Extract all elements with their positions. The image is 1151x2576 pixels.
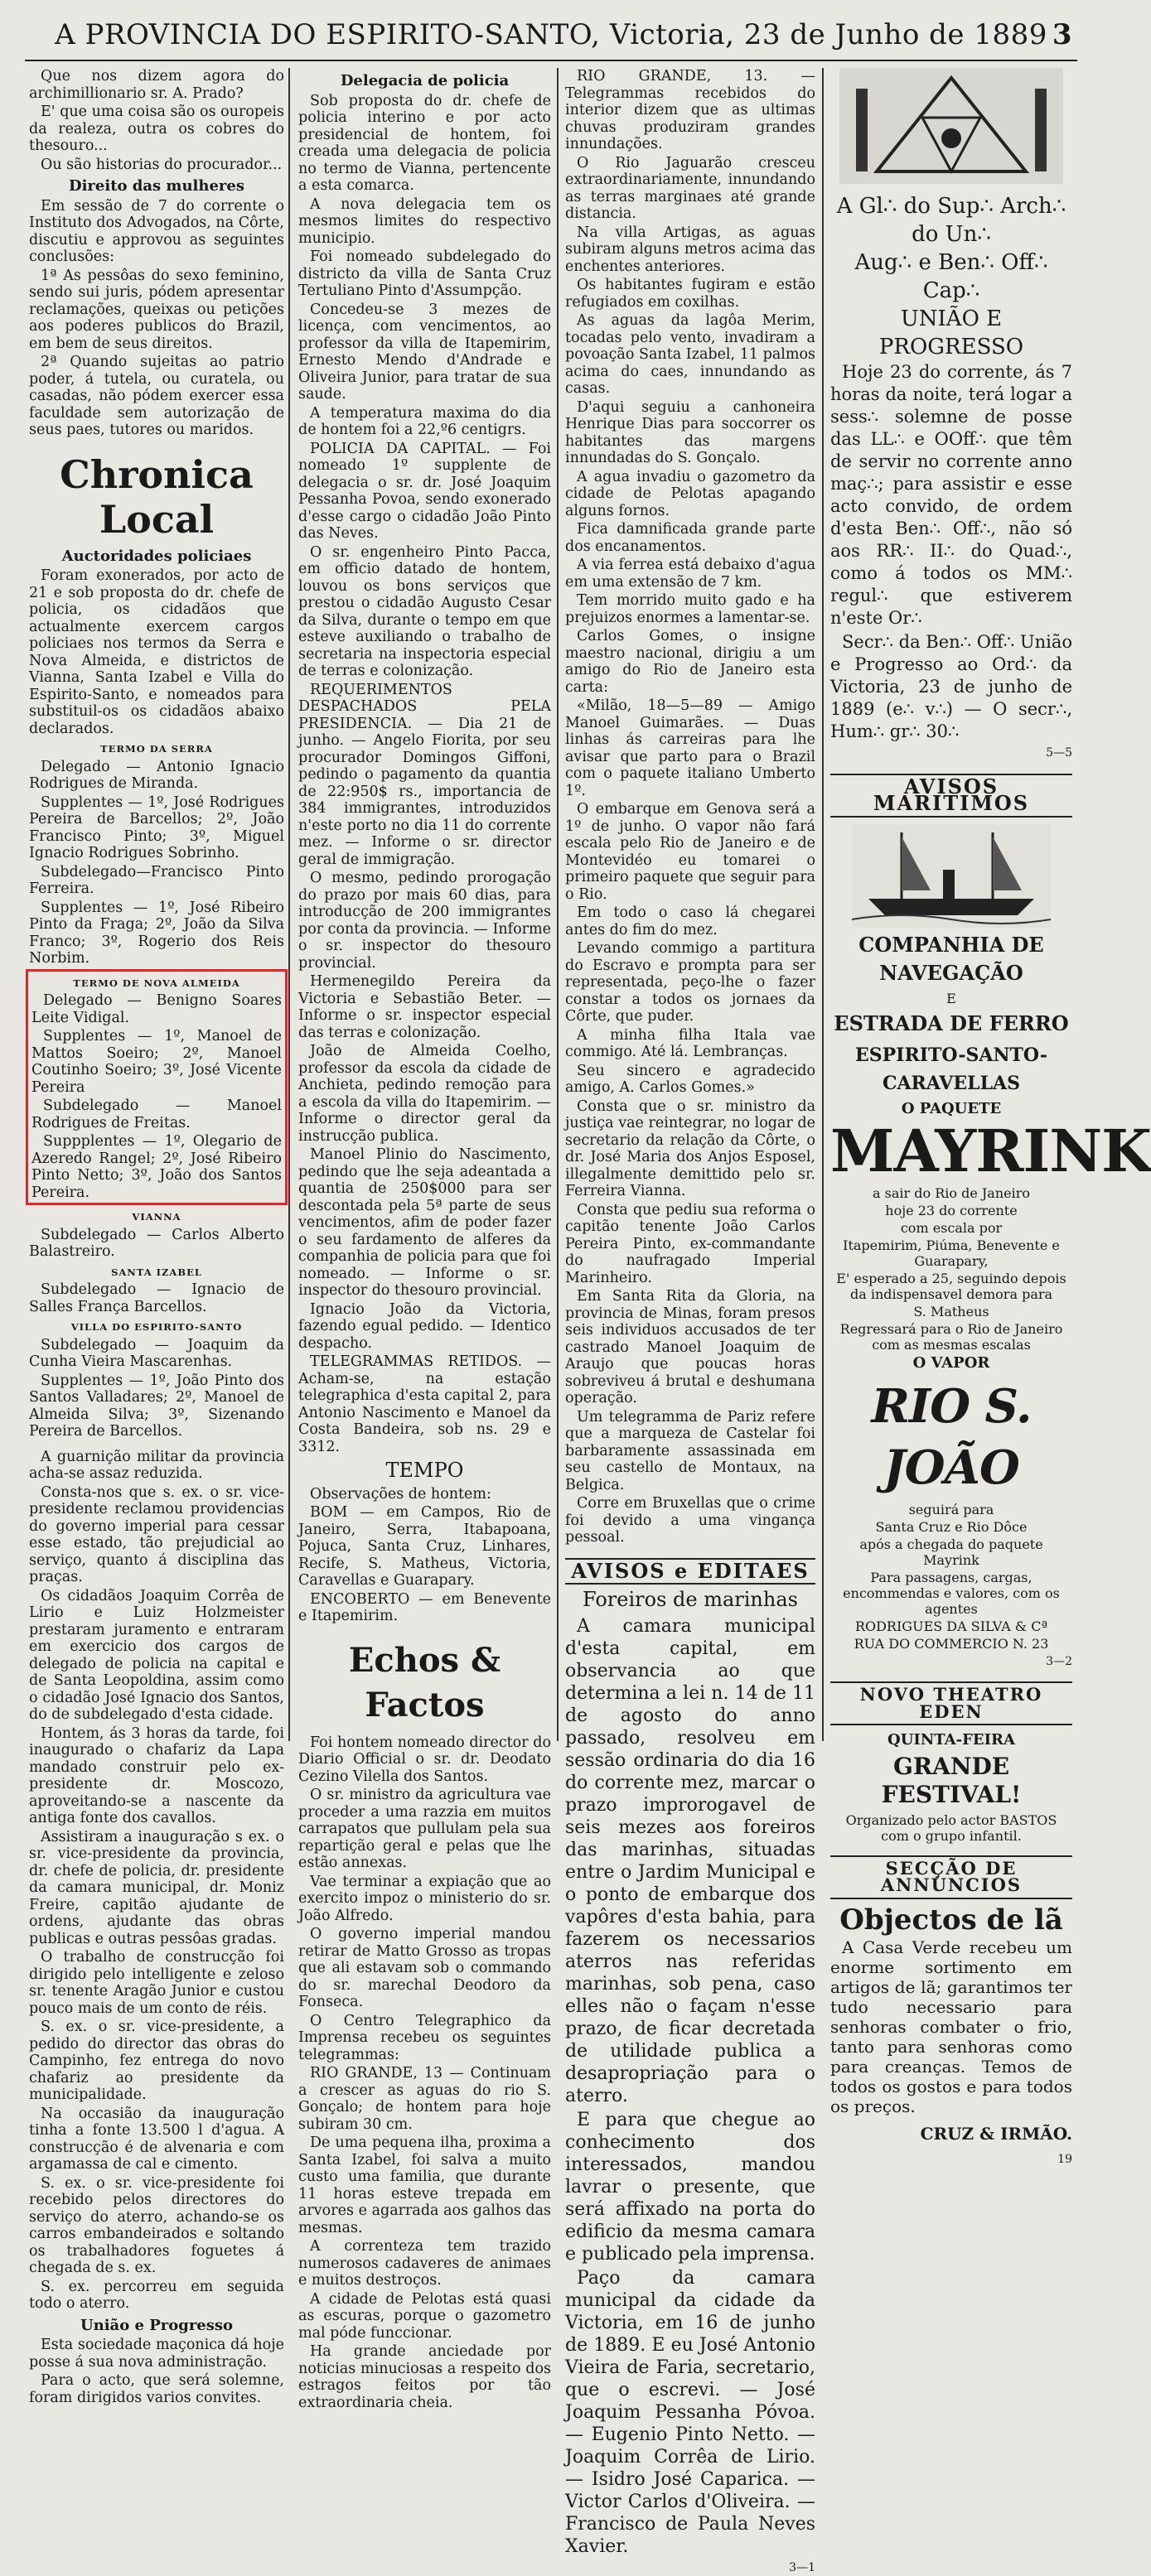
cruz-number: 19 [830,2151,1072,2168]
column-4 [830,68,1072,1749]
paragraph: hoje 23 do corrente [830,1203,1072,1218]
paragraph: Para passagens, cargas, encommendas e valores, com os agentes [830,1570,1072,1617]
paragraph: Santa Cruz e Rio Dôce [830,1519,1072,1535]
paragraph: Suppplentes — 1º, Olegario de Azeredo Rangel; 2º, José Ribeiro Pinto Netto; 3º, João dos Santos Pereira. [31,1133,282,1201]
paragraph: Hontem, ás 3 horas da tarde, foi inaugurado o chafariz da Lapa mandado construir pelo ex-presidente dr. Moscozo, aproveitando-se a nascente da antiga fonte dos cavallos. [29,1725,284,1827]
paragraph: 1ª As pessôas do sexo feminino, sendo sui juris, pódem apresentar reclamações, queixas ou petições aos poderes publicos do Brazil, em bem de seus direitos. [29,268,284,353]
paragraph: seguirá para [830,1502,1072,1517]
paragraph: Ignacio João da Victoria, fazendo egual pedido. — Identico despacho. [298,1301,551,1353]
column-rule [557,68,559,1741]
paragraph: Foi hontem nomeado director do Diario Official o sr. dr. Deodato Cezino Vilella dos Santos. [298,1734,551,1786]
paragraph: Subdelegado — Manoel Rodrigues de Freitas. [31,1097,282,1131]
paragraph: Em Santa Rita da Gloria, na provincia de Minas, foram presos seis individuos accusados de ter castrado Manoel Joaquim de Araujo que poucas horas sobreviveu á brutal e deshumana operação. [565,1288,815,1407]
objectos-text: A Casa Verde recebeu um enorme sortimento em artigos de lã; garantimos ter tudo necessario para senhoras combater o frio, tanto para senhoras como para creanças. Temos de todos os gostos e para todos os preços. [830,1937,1072,2116]
newspaper-page [25,10,1077,1749]
paragraph: A guarnição militar da provincia acha-se assaz reduzida. [29,1449,284,1483]
column-rule [288,68,290,1741]
paragraph: Corre em Bruxellas que o crime foi devido a uma vingança pessoal. [565,1495,815,1546]
seccao-annuncios: SECÇÃO DE ANNUNCIOS [830,1855,1072,1899]
estrada: ESTRADA DE FERRO [830,1010,1072,1038]
sub-santa-izabel: SANTA IZABEL [29,1264,284,1281]
paragraph: Na villa Artigas, as aguas subiram alguns metros acima das enchentes anteriores. [565,224,815,276]
tempo-block [298,1486,551,1625]
paragraph: Subdelegado — Carlos Alberto Balastreiro. [29,1227,284,1261]
companhia-e: E [830,991,1072,1006]
lodge-number: 5—5 [830,745,1072,762]
villa-block [29,1337,284,1440]
paragraph: Hermenegildo Pereira da Victoria e Sebastião Beter. — Informe o sr. inspector especial das terras e colonização. [298,973,551,1041]
companhia: COMPANHIA DE NAVEGAÇÃO [830,931,1072,987]
paragraph: Em todo o caso lá chegarei antes do fim do mez. [565,904,815,938]
paragraph: Manoel Plinio do Nascimento, pedindo que lhe seja adeantada a quantia de 250$000 para ser descontada pela 5ª parte de seus vencimentos, afim de poder fazer o seu fardamento de alferes da companhia de policia para que foi nomeado. — Informe o sr. inspector do thesouro provincial. [298,1146,551,1300]
foreiros-number: 3—1 [565,2559,815,2576]
sub-villa: VILLA DO ESPIRITO-SANTO [29,1319,284,1336]
paragraph: TELEGRAMMAS RETIDOS. — Acham-se, na estação telegraphica d'esta capital 2, para Antonio Nascimento e Manoel da Costa Bandeira, sob ns. 29 e 3312. [298,1353,551,1455]
paragraph: A via ferrea está debaixo d'agua em uma extensão de 7 km. [565,557,815,591]
nova-block [31,992,282,1201]
paragraph: O trabalho de construcção foi dirigido pelo intelligente e zeloso sr. tenente Aragão Junior e custou pouco mais de um conto de réis. [29,1949,284,2017]
heading-delegacia: Delegacia de policia [298,73,551,90]
lodge-title: A Gl∴ do Sup∴ Arch∴ do Un∴ [830,192,1072,248]
paragraph: Em sessão de 7 do corrente o Instituto dos Advogados, na Côrte, discutiu e approvou as seguintes conclusões: [29,198,284,266]
paragraph: Supplentes — 1º, Manoel de Mattos Soeiro; 2º, Manoel Coutinho Soeiro; 3º, José Vicente Pereira [31,1028,282,1096]
paragraph: Ha grande anciedade por noticias minuciosas a respeito dos estragos feitos por tão extraordinaria cheia. [298,2343,551,2411]
paragraph: Subdelegado — Joaquim da Cunha Vieira Mascarenhas. [29,1337,284,1371]
paragraph: RUA DO COMMERCIO N. 23 [830,1636,1072,1652]
paragraph: As aguas da lagôa Merim, tocadas pelo vento, invadiram a povoação Santa Izabel, 11 palmos acima do caes, innundando as casas. [565,312,815,398]
heading-direito: Direito das mulheres [29,178,284,195]
paragraph: Carlos Gomes, o insigne maestro nacional, dirigiu a um amigo do Rio de Janeiro esta carta: [565,628,815,696]
echos-block [298,1734,551,2412]
paragraph: Delegado — Antonio Ignacio Rodrigues de Miranda. [29,759,284,793]
paragraph: Que nos dizem agora do archimillionario sr. A. Prado? [29,68,284,102]
paragraph: Ou são historias do procurador... [29,157,284,174]
paragraph: O Rio Jaguarão cresceu extraordinariamente, innundando as terras marginaes até grande distancia. [565,155,815,223]
paragraph: Supplentes — 1º, João Pinto dos Santos Valladares; 2º, Manoel de Almeida Silva; 3º, Sizenando Pereira de Barcellos. [29,1372,284,1440]
lodge-notice [830,192,1072,762]
paquete: O PAQUETE [830,1101,1072,1118]
paragraph: após a chegada do paquete Mayrink [830,1536,1072,1568]
heading-avisos-editaes: AVISOS e EDITAES [565,1558,815,1585]
column-3 [565,68,815,1749]
rio-block [830,1502,1072,1652]
paragraph: Vae terminar a expiação que ao exercito impoz o ministerio do sr. João Alfredo. [298,1874,551,1925]
vianna-block [29,1227,284,1261]
paragraph: POLICIA DA CAPITAL. — Foi nomeado 1º supplente de delegacia o sr. dr. José Joaquim Pessanha Povoa, sendo exonerado d'esse cargo o cidadão João Pinto das Neves. [298,441,551,543]
heading-echos: Echos & Factos [298,1638,551,1728]
paragraph: Subdelegado—Francisco Pinto Ferreira. [29,864,284,898]
sub-nova-almeida: TERMO DE NOVA ALMEIDA [31,975,282,992]
objectos-title: Objectos de lã [830,1906,1072,1934]
paragraph: Itapemirim, Piúma, Benevente e Guarapary, [830,1237,1072,1269]
sub-serra: TERMO DA SERRA [29,740,284,758]
paragraph: O governo imperial mandou retirar de Matto Grosso as tropas que ali estavam sob o commando do sr. marechal Deodoro da Fonseca. [298,1926,551,2011]
paragraph: D'aqui seguiu a canhoneira Henrique Dias para soccorrer os habitantes das margens innundadas do S. Gonçalo. [565,399,815,467]
paragraph: RIO GRANDE, 13 — Continuam a crescer as aguas do rio S. Gonçalo; de hontem para hoje subiram 30 cm. [298,2065,551,2133]
paragraph: Secr∴ da Ben∴ Off∴ União e Progresso ao Ord∴ da Victoria, 23 de junho de 1889 (e∴ v∴) — O secr∴, Hum∴ gr∴ 30∴ [830,631,1072,743]
paragraph: Esta sociedade maçonica dá hoje posse á sua nova administração. [29,2337,284,2371]
paragraph: O Centro Telegraphico da Imprensa recebeu os seguintes telegrammas: [298,2013,551,2064]
paragraph: Hoje 23 do corrente, ás 7 horas da noite, terá logar a sess∴ solemne de posse das LL∴ e OOff∴ que têm de servir no corrente anno maç∴; para assistir e esse acto convido, de ordem d'esta Ben∴ Off∴, não só aos RR∴ II∴ do Quad∴, como á todos os MM∴ regul∴ que estiverem n'este Or∴ [830,361,1072,630]
serra-block [29,759,284,967]
paragraph: Na occasião da inauguração tinha a fonte 13.500 l d'agua. A construcção é de alvenaria e com argamassa de cal e cimento. [29,2106,284,2173]
steamship-icon [852,824,1051,928]
paragraph: A agua invadiu o gazometro da cidade de Pelotas apagando alguns fornos. [565,469,815,520]
heading-uniao: União e Progresso [29,2318,284,2335]
paragraph: Supplentes — 1º, José Rodrigues Pereira de Barcellos; 2º, João Francisco Pinto; 3º, Miguel Ignacio Rodrigues Sobrinho. [29,794,284,862]
heading-avisos-maritimos: AVISOS MARITIMOS [830,774,1072,818]
foreiros-block [565,1615,815,2558]
paragraph: A correnteza tem trazido numerosos cadaveres de animaes e muitos destroços. [298,2238,551,2289]
sub-vianna: VIANNA [29,1208,284,1226]
mayrink: MAYRINK [830,1121,1072,1182]
lodge-subtitle: Aug∴ e Ben∴ Off∴ Cap∴ [830,248,1072,305]
paragraph: Paço da camara municipal da cidade da Victoria, em 16 de junho de 1889. E eu José Antonio Vieira de Faria, secretario, que o escrevi. — José Joaquim Pessanha Póvoa. — Eugenio Pinto Netto. — Joaquim Corrêa de Lirio. — Isidro José Caparica. — Victor Carlos d'Oliveira. — Francisco de Paula Neves Xavier. [565,2267,815,2558]
column-1 [29,68,284,1749]
paragraph: Consta que o sr. ministro da justiça vae reintegrar, no logar de secretario da relação da Côrte, o dr. José Maria dos Anjos Esposel, illegalmente demittido pelo sr. Ferreira Vianna. [565,1098,815,1200]
rio-number: 3—2 [830,1653,1072,1671]
paragraph: Tem morrido muito gado e ha prejuizos enormes a lamentar-se. [565,592,815,626]
paragraph: a sair do Rio de Janeiro [830,1185,1072,1201]
delegacia-block [298,93,551,1456]
festival: GRANDE FESTIVAL! [830,1753,1072,1809]
intro-block [29,68,284,173]
paragraph: Fica damnificada grande parte dos encanamentos. [565,521,815,555]
paragraph: O mesmo, pedindo prorogação do prazo por mais 60 dias, para introducção de 200 immigrantes por conta da provincia. — Informe o sr. inspector do thesouro provincial. [298,870,551,972]
column-2 [298,68,551,1749]
paragraph: A minha filha Itala vae commigo. Até lá. Lembranças. [565,1027,815,1061]
paragraph: O sr. ministro da agricultura vae proceder a uma razzia em muitos carrapatos que pullulam pela sua repartição geral e pelas que lhe estão annexas. [298,1787,551,1872]
paragraph: Os cidadãos Joaquim Corrêa de Lirio e Luiz Holzmeister prestaram juramento e entraram em exercicio dos cargos de delegado de policia na capital e de Santa Leopoldina, assim como o cidadão José Ignacio dos Santos, do de subdelegado d'esta cidade. [29,1588,284,1724]
paragraph: Regressará para o Rio de Janeiro com as mesmas escalas [830,1321,1072,1353]
lodge-block [830,361,1072,743]
paragraph: A camara municipal d'esta capital, em observancia ao que determina a lei n. 14 de 11 de agosto do anno passado, resolveu em sessão ordinaria do dia 16 do corrente mez, marcar o prazo improrogavel de seis mezes aos foreiros das marinhas, situadas entre o Jardim Municipal e o ponto de embarque dos vapôres d'esta bahia, para fazerem os necessarios aterros nas referidas marinhas, sob pena, caso elles não o façam n'esse prazo, de ficar decretada de utilidade publica a desapropriação para o aterro. [565,1615,815,2107]
heading-autoridades: Auctoridades policiaes [29,548,284,566]
paragraph: Seu sincero e agradecido amigo, A. Carlos Gomes.» [565,1063,815,1097]
paragraph: João de Almeida Coelho, professor da escola da cidade de Anchieta, pedindo remoção para a escola da villa do Itapemirim. — Informe o director geral da instrucção publica. [298,1043,551,1145]
heading-tempo: TEMPO [298,1462,551,1479]
paragraph: S. Matheus [830,1304,1072,1319]
paragraph: A temperatura maxima do dia de hontem foi a 22,º6 centigrs. [298,405,551,439]
paragraph: REQUERIMENTOS DESPACHADOS PELA PRESIDENCIA. — Dia 21 de junho. — Angelo Fiorita, por seu procurador Domingos Giffoni, pedindo o pagamento da quantia de 22:950$ rs., importancia de 384 immigrantes, introduzidos n'este porto no dia 11 do corrente mez. — Informe o sr. director geral de immigração. [298,682,551,869]
mayrink-block [830,1185,1072,1353]
paragraph: Subdelegado — Ignacio de Salles França Barcellos. [29,1281,284,1315]
espirito-caravellas: ESPIRITO-SANTO-CARAVELLAS [830,1041,1072,1097]
paragraph: A cidade de Pelotas está quasi as escuras, porque o gazometro mal póde funccionar. [298,2291,551,2342]
paragraph: ENCOBERTO — em Benevente e Itapemirim. [298,1591,551,1625]
paragraph: Supplentes — 1º, José Ribeiro Pinto da Fraga; 2º, João da Silva Franco; 3º, Rogerio dos Reis Norbim. [29,900,284,967]
paragraph: BOM — em Campos, Rio de Janeiro, Serra, Itabapoana, Pojuca, Santa Cruz, Linhares, Recife, S. Matheus, Victoria, Caravellas e Guarapary. [298,1504,551,1589]
cruz-irmao: CRUZ & IRMÃO. [830,2120,1072,2148]
column-rule [822,68,824,1741]
paragraph: Concedeu-se 3 mezes de licença, com vencimentos, ao professor da villa de Itapemirim, Ernesto Mendo d'Andrade e Oliveira Junior, para tratar de sua saude. [298,301,551,403]
lodge-name: UNIÃO E PROGRESSO [830,305,1072,361]
vapor: O VAPOR [830,1355,1072,1372]
paragraph: Consta-nos que s. ex. o sr. vice-presidente reclamou providencias do governo imperial para cessar esse estado, tão prejudicial ao serviço, quanto á disciplina das praças. [29,1484,284,1586]
paragraph: S. ex. o sr. vice-presidente foi recebido pelos directores do serviço do aterro, achando-se os carros embandeirados e soltando os trabalhadores foguetes á chegada de s. ex. [29,2175,284,2277]
theatro-text: Organizado pelo actor BASTOS com o grupo infantil. [830,1812,1072,1844]
heading-chronica-local: Chronica Local [29,452,284,542]
paragraph: E' esperado a 25, seguindo depois da indispensavel demora para [830,1271,1072,1302]
paragraph: Consta que pediu sua reforma o capitão tenente João Carlos Pereira Pinto, ex-commandante do naufragado Imperial Marinheiro. [565,1202,815,1287]
paragraph: E para que chegue ao conhecimento dos interessados, mandou lavrar o presente, que será affixado na porta do edificio da mesma camara e publicado pela imprensa. [565,2109,815,2265]
paragraph: 2ª Quando sujeitas ao patrio poder, á tutela, ou curatela, ou casadas, não pódem exercer essa faculdade sem autorização de seus paes, tutores ou maridos. [29,354,284,439]
masonic-emblem-icon [839,68,1063,184]
direito-block [29,198,284,439]
after-block [29,1449,284,2313]
uniao-block [29,2337,284,2406]
quinta-feira: QUINTA-FEIRA [830,1732,1072,1749]
paragraph: Delegado — Benigno Soares Leite Vidigal. [31,992,282,1026]
highlight-box-nova-almeida [26,969,288,1206]
paragraph: «Milão, 18—5—89 — Amigo Manoel Guimarães. — Duas linhas ás carreiras para lhe avisar que parto para o Brazil com o paquete italiano Umberto 1º. [565,697,815,799]
paragraph: RIO GRANDE, 13. — Telegrammas recebidos do interior dizem que as ultimas chuvas produziram grandes innundações. [565,68,815,153]
paragraph: RODRIGUES DA SILVA & Cª [830,1618,1072,1634]
paragraph: Assistiram a inauguração s ex. o sr. vice-presidente da provincia, dr. chefe de policia, dr. presidente da camara municipal, dr. Moniz Freire, capitão ajudante de ordens, ajudante das obras publicas e outras pessôas gradas. [29,1829,284,1948]
news-block [565,68,815,1546]
paragraph: O embarque em Genova será a 1º de junho. O vapor não fará escala pelo Rio de Janeiro e de Montevidéo eu tomarei o primeiro paquete que seguir para o Rio. [565,801,815,903]
paragraph: Para o acto, que será solemne, foram dirigidos varios convites. [29,2372,284,2406]
paragraph: Sob proposta do dr. chefe de policia interino e por acto presidencial de hontem, foi creada uma delegacia de policia no termo de Vianna, pertencente a esta comarca. [298,93,551,195]
paragraph: A nova delegacia tem os mesmos limites do respectivo municipio. [298,196,551,248]
theatro: NOVO THEATRO EDEN [830,1681,1072,1725]
masthead [25,10,1077,61]
masthead-title: A PROVINCIA DO ESPIRITO-SANTO, Victoria, 23 de Junho de 1889 [55,18,1047,51]
paragraph: Levando commigo a partitura do Escravo e prompta para ser representada, peço-lhe o fazer constar a todos os jornaes da Côrte, que puder. [565,940,815,1025]
autoridades-intro: Foram exonerados, por acto de 21 e sob proposta do dr. chefe de policia, os cidadãos que actualmente exercem cargos policiaes nos termos da Serra e Nova Almeida, e districtos de Vianna, Santa Izabel e Villa do Espirito-Santo, e nomeados para substituil-os os cidadãos abaixo declarados. [29,567,284,737]
heading-foreiros: Foreiros de marinhas [565,1591,815,1609]
paragraph: Observações de hontem: [298,1486,551,1503]
rio-s-joao: RIO S. JOÃO [830,1376,1072,1498]
paragraph: S. ex. percorreu em seguida todo o aterro. [29,2279,284,2313]
izabel-block [29,1281,284,1315]
paragraph: Um telegramma de Pariz refere que a marqueza de Castelar foi barbaramente assassinada em seu castello de Montaux, na Belgica. [565,1409,815,1494]
paragraph: Os habitantes fugiram e estão refugiados em coxilhas. [565,277,815,311]
paragraph: O sr. engenheiro Pinto Pacca, em officio datado de hontem, louvou os bons serviços que prestou o cidadão Augusto Cesar da Silva, durante o tempo em que esteve auxiliando o trabalho de secretaria na inspectoria especial de terras e colonização. [298,544,551,680]
paragraph: Foi nomeado subdelegado do districto da villa de Santa Cruz Tertuliano Pinto d'Assumpção. [298,248,551,300]
paragraph: S. ex. o sr. vice-presidente, a pedido do director das obras do Campinho, fez entrega do novo chafariz ao presidente da municipalidade. [29,2019,284,2104]
paragraph: E' que uma coisa são os ouropeis da realeza, outra os cobres do thesouro... [29,104,284,155]
paragraph: De uma pequena ilha, proxima a Santa Izabel, foi salva a muito custo uma familia, que durante 11 horas esteve trepada em arvores e agarrada aos galhos das mesmas. [298,2135,551,2236]
page-number: 3 [1052,10,1072,60]
paragraph: com escala por [830,1220,1072,1236]
